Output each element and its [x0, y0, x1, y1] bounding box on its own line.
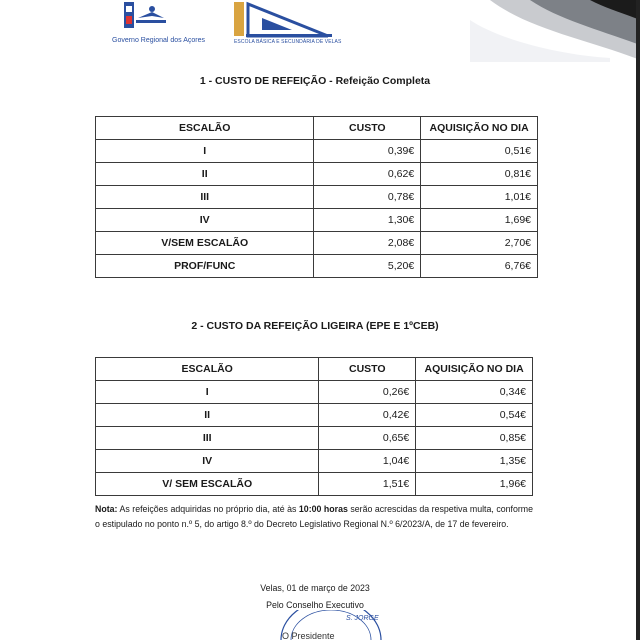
same-day-cell: 0,51€: [421, 140, 538, 163]
tier-cell: PROF/FUNC: [96, 255, 314, 278]
col-header-same-day: AQUISIÇÃO NO DIA: [416, 358, 533, 381]
note-paragraph: [95, 502, 533, 532]
cost-cell: 0,62€: [314, 163, 421, 186]
col-header-same-day: AQUISIÇÃO NO DIA: [421, 117, 538, 140]
table-row: [96, 140, 538, 163]
tier-cell: V/SEM ESCALÃO: [96, 232, 314, 255]
col-header-cost: CUSTO: [314, 117, 421, 140]
same-day-cell: 0,54€: [416, 404, 533, 427]
note-text-before: As refeições adquiridas no próprio dia, até às: [117, 504, 299, 514]
cost-cell: 0,39€: [314, 140, 421, 163]
table-row: [96, 163, 538, 186]
full-meal-table: [95, 116, 538, 278]
tier-cell: IV: [96, 450, 319, 473]
place-date: Velas, 01 de março de 2023: [260, 583, 370, 593]
tier-cell: IV: [96, 209, 314, 232]
decorative-corner-graphic: [470, 0, 640, 62]
table-row: [96, 450, 533, 473]
cost-cell: 1,30€: [314, 209, 421, 232]
cost-cell: 1,51€: [319, 473, 416, 496]
cost-cell: 0,78€: [314, 186, 421, 209]
cost-cell: 2,08€: [314, 232, 421, 255]
school-caption: ESCOLA BÁSICA E SECUNDÁRIA DE VELAS: [234, 39, 342, 45]
same-day-cell: 0,81€: [421, 163, 538, 186]
tier-cell: III: [96, 427, 319, 450]
tier-cell: II: [96, 404, 319, 427]
tier-cell: I: [96, 140, 314, 163]
school-logo: [228, 0, 343, 50]
same-day-cell: 1,35€: [416, 450, 533, 473]
note-label: Nota:: [95, 504, 118, 514]
cost-cell: 0,65€: [319, 427, 416, 450]
col-header-cost: CUSTO: [319, 358, 416, 381]
same-day-cell: 1,01€: [421, 186, 538, 209]
table-row: [96, 427, 533, 450]
table-row: [96, 209, 538, 232]
note-time: 10:00 horas: [298, 504, 348, 514]
scan-edge: [636, 0, 640, 640]
cost-cell: 0,26€: [319, 381, 416, 404]
signed-by: Pelo Conselho Executivo: [266, 600, 364, 610]
same-day-cell: 2,70€: [421, 232, 538, 255]
stamp-ring-text: S. JORGE: [346, 615, 379, 622]
table-row: [96, 473, 533, 496]
gov-caption: Governo Regional dos Açores: [112, 37, 205, 44]
table-row: [96, 186, 538, 209]
cost-cell: 1,04€: [319, 450, 416, 473]
same-day-cell: 0,85€: [416, 427, 533, 450]
official-stamp: [276, 610, 386, 640]
same-day-cell: 1,96€: [416, 473, 533, 496]
cost-cell: 5,20€: [314, 255, 421, 278]
tier-cell: III: [96, 186, 314, 209]
same-day-cell: 1,69€: [421, 209, 538, 232]
note-text-after: serão acrescidas da respetiva multa, conforme o estipulado no ponto n.º 5, do artigo 8.º do Decreto Legislativo Regional N.º 6/2023/A, de 17 de fevereiro.: [95, 504, 533, 529]
table-row: [96, 381, 533, 404]
table-header-row: [96, 358, 533, 381]
section1-title: 1 - CUSTO DE REFEIÇÃO - Refeição Completa: [199, 75, 431, 87]
light-meal-table: [95, 357, 533, 496]
stamp-president-text: O Presidente: [282, 631, 335, 640]
tier-cell: V/ SEM ESCALÃO: [96, 473, 319, 496]
col-header-tier: ESCALÃO: [96, 358, 319, 381]
cost-cell: 0,42€: [319, 404, 416, 427]
same-day-cell: 6,76€: [421, 255, 538, 278]
section2-title: 2 - CUSTO DA REFEIÇÃO LIGEIRA (EPE E 1ºCEB): [191, 320, 439, 332]
table-row: [96, 255, 538, 278]
table-row: [96, 404, 533, 427]
col-header-tier: ESCALÃO: [96, 117, 314, 140]
same-day-cell: 0,34€: [416, 381, 533, 404]
azores-emblem-icon: [112, 0, 172, 36]
school-emblem-icon: [228, 0, 338, 40]
tier-cell: II: [96, 163, 314, 186]
table-header-row: [96, 117, 538, 140]
governo-regional-logo: [112, 0, 212, 50]
tier-cell: I: [96, 381, 319, 404]
table-row: [96, 232, 538, 255]
